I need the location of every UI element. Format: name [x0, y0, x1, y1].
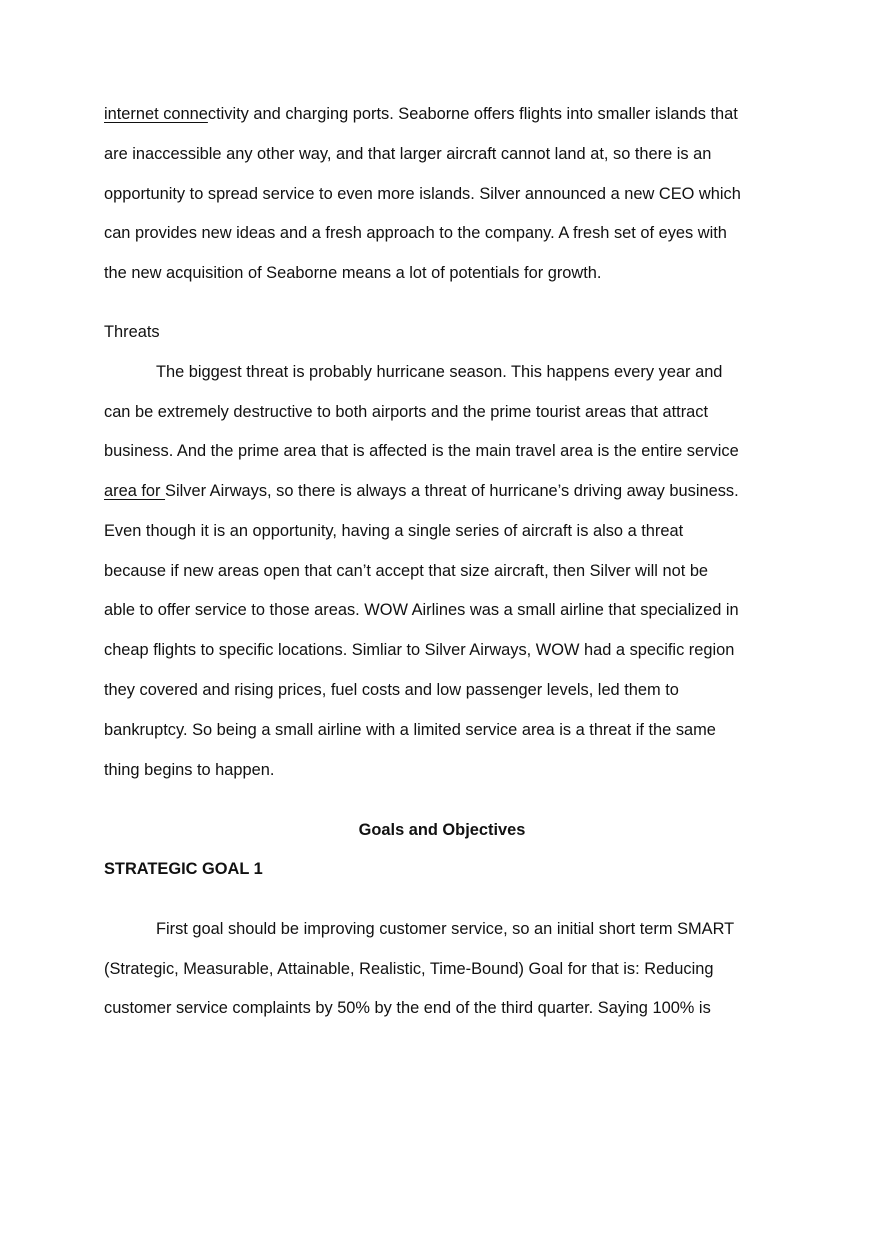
paragraph-line: able to offer service to those areas. WOW Airlines was a small airline that specialized in	[104, 601, 739, 619]
paragraph-line	[104, 104, 738, 124]
underlined-text: area for	[104, 482, 166, 500]
paragraph-line: can be extremely destructive to both airports and the prime tourist areas that attract	[104, 403, 709, 421]
paragraph-line: can provides new ideas and a fresh approach to the company. A fresh set of eyes with	[104, 224, 727, 242]
paragraph-line: Even though it is an opportunity, having a single series of aircraft is also a threat	[104, 522, 684, 540]
strategic-goal-heading: STRATEGIC GOAL 1	[104, 860, 263, 878]
paragraph-line	[104, 481, 739, 501]
paragraph-line: The biggest threat is probably hurricane season. This happens every year and	[156, 363, 723, 381]
paragraph-line: (Strategic, Measurable, Attainable, Realistic, Time-Bound) Goal for that is: Reducing	[104, 960, 714, 978]
paragraph-line: are inaccessible any other way, and that larger aircraft cannot land at, so there is an	[104, 145, 712, 163]
text-span: Silver Airways, so there is always a threat of hurricane’s driving away business.	[165, 482, 739, 500]
paragraph-line: First goal should be improving customer service, so an initial short term SMART	[156, 920, 735, 938]
paragraph-line: cheap flights to specific locations. Simliar to Silver Airways, WOW had a specific region	[104, 641, 735, 659]
paragraph-line: thing begins to happen.	[104, 761, 275, 779]
goals-heading: Goals and Objectives	[358, 821, 526, 839]
paragraph-line: they covered and rising prices, fuel costs and low passenger levels, led them to	[104, 681, 679, 699]
paragraph-line: opportunity to spread service to even more islands. Silver announced a new CEO which	[104, 185, 741, 203]
paragraph-line: bankruptcy. So being a small airline with a limited service area is a threat if the same	[104, 721, 716, 739]
paragraph-line: the new acquisition of Seaborne means a lot of potentials for growth.	[104, 264, 602, 282]
paragraph-line: business. And the prime area that is affected is the main travel area is the entire service	[104, 442, 739, 460]
paragraph-line: customer service complaints by 50% by the end of the third quarter. Saying 100% is	[104, 999, 711, 1017]
text-span: ctivity and charging ports. Seaborne offers flights into smaller islands that	[207, 105, 738, 123]
document-page	[104, 0, 780, 1247]
underlined-text: internet conne	[104, 105, 208, 123]
threats-heading: Threats	[104, 323, 160, 341]
paragraph-line: because if new areas open that can’t accept that size aircraft, then Silver will not be	[104, 562, 709, 580]
